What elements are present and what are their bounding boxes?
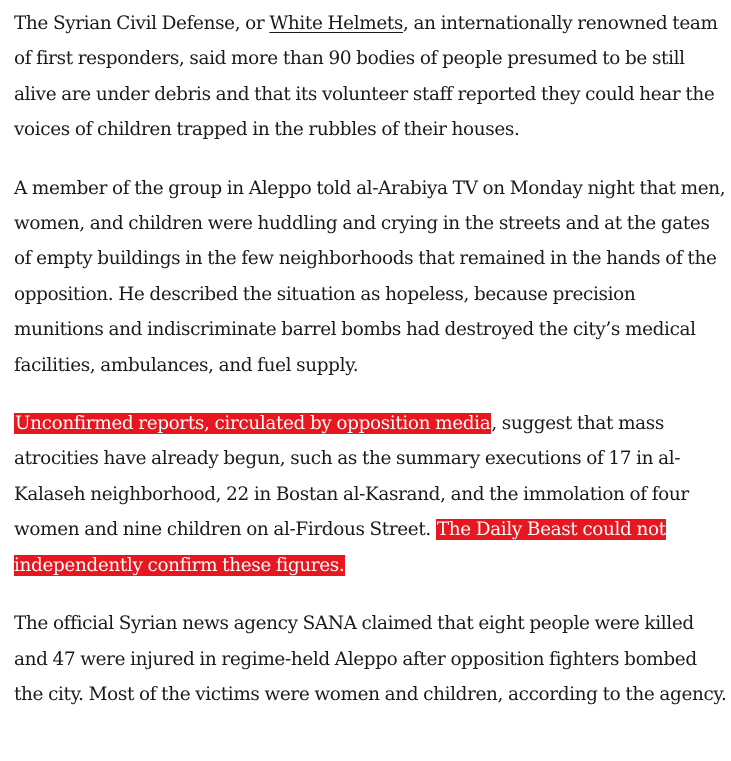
paragraph-2-text: A member of the group in Aleppo told al-Arabiya TV on Monday night that men, women, and children were huddling and crying in the streets and at the gates of empty buildings in the few neighborhoods that remained in the hands of the opposition. He described the situation as hopeless, because precision munitions and indiscriminate barrel bombs had destroyed the city’s medical facilities, ambulances, and fuel supply. — [14, 177, 726, 376]
paragraph-1-text-start: The Syrian Civil Defense, or — [14, 13, 270, 34]
paragraph-3-text: , suggest that mass atrocities have already begun, such as the summary executions of 17 in al-Kalaseh neighborhood, 22 in Bostan al-Kasrand, and the immolation of four women and nine children on al-Firdous Street. — [14, 413, 689, 541]
white-helmets-link[interactable]: White Helmets — [269, 13, 403, 34]
paragraph-1 — [14, 6, 728, 148]
paragraph-4-text: The official Syrian news agency SANA claimed that eight people were killed and 47 were injured in regime-held Aleppo after opposition fighters bombed the city. Most of the victims were women and children, according to the agency. — [14, 613, 727, 705]
paragraph-4 — [14, 606, 728, 712]
highlight-unconfirmed-reports: Unconfirmed reports, circulated by opposition media — [15, 413, 491, 435]
highlight-daily-beast-disclaimer: The Daily Beast could not independently confirm these figures. — [14, 519, 666, 576]
paragraph-1-text-end: , an internationally renowned team of first responders, said more than 90 bodies of people presumed to be still alive are under debris and that its volunteer staff reported they could hear the voices of children trapped in the rubbles of their houses. — [14, 13, 718, 141]
paragraph-3 — [14, 406, 728, 583]
paragraph-2 — [14, 171, 728, 383]
